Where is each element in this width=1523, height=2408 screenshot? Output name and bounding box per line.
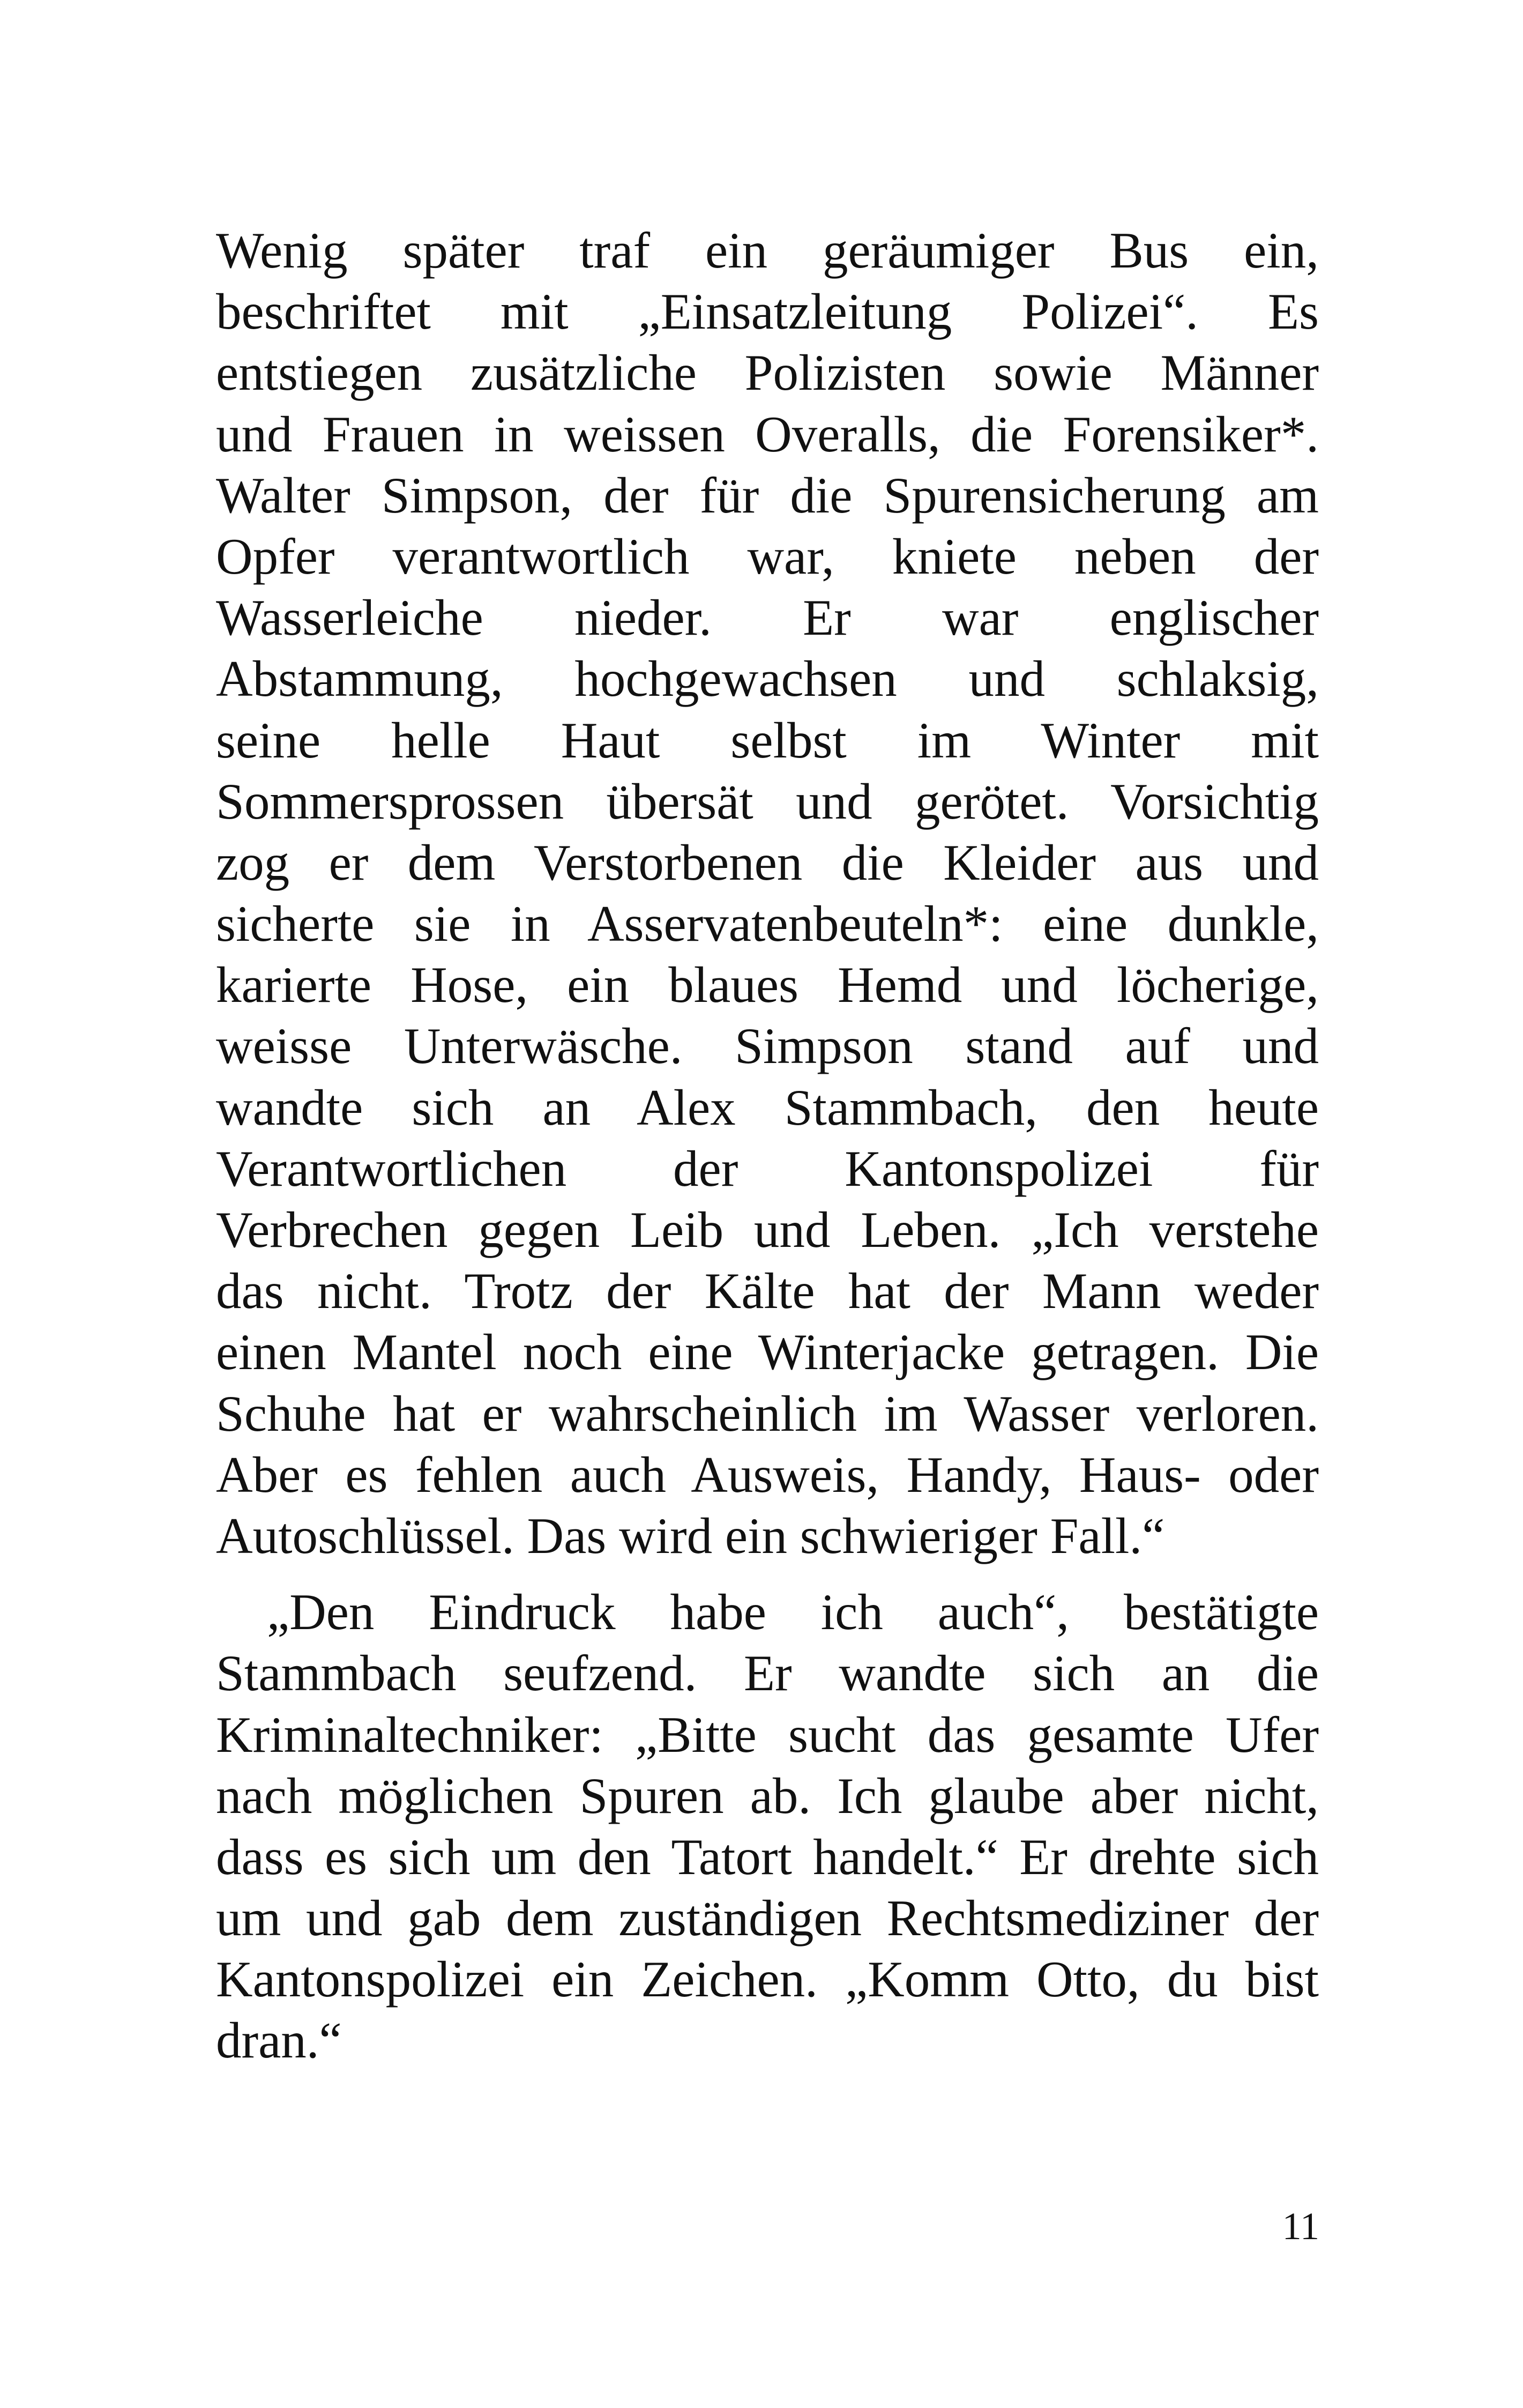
text-line: weisse Unterwäsche. Simpson stand auf und xyxy=(216,1017,1319,1075)
text-line: Wasserleiche nieder. Er war englischer xyxy=(216,589,1319,646)
text-line: dass es sich um den Tatort handelt.“ Er drehte sich xyxy=(216,1828,1319,1885)
text-line: Opfer verantwortlich war, kniete neben der xyxy=(216,527,1319,585)
text-line: Kriminaltechniker: „Bitte sucht das gesamte Ufer xyxy=(216,1706,1319,1763)
text-line: dran.“ xyxy=(216,2012,342,2069)
body-text xyxy=(216,220,1319,2071)
paragraph-gap xyxy=(216,1566,1319,1581)
text-line: Schuhe hat er wahrscheinlich im Wasser verloren. xyxy=(216,1385,1319,1442)
text-line: und Frauen in weissen Overalls, die Forensiker*. xyxy=(216,405,1319,463)
text-line: Sommersprossen übersät und gerötet. Vorsichtig xyxy=(216,772,1319,830)
text-line: „Den Eindruck habe ich auch“, bestätigte xyxy=(267,1584,1319,1641)
text-line: karierte Hose, ein blaues Hemd und löcherige, xyxy=(216,956,1319,1014)
text-line: Kantonspolizei ein Zeichen. „Komm Otto, du bist xyxy=(216,1951,1319,2008)
text-line: nach möglichen Spuren ab. Ich glaube aber nicht, xyxy=(216,1767,1319,1824)
text-line: Verbrechen gegen Leib und Leben. „Ich verstehe xyxy=(216,1201,1319,1258)
text-line: das nicht. Trotz der Kälte hat der Mann weder xyxy=(216,1262,1319,1320)
text-line: zog er dem Verstorbenen die Kleider aus und xyxy=(216,834,1319,891)
text-line: beschriftet mit „Einsatzleitung Polizei“. Es xyxy=(216,283,1319,340)
text-line: Abstammung, hochgewachsen und schlaksig, xyxy=(216,650,1319,708)
text-line: um und gab dem zuständigen Rechtsmediziner der xyxy=(216,1890,1319,1947)
text-line: Aber es fehlen auch Ausweis, Handy, Haus- oder xyxy=(216,1446,1319,1503)
text-line: sicherte sie in Asservatenbeuteln*: eine dunkle, xyxy=(216,895,1319,953)
text-line: Autoschlüssel. Das wird ein schwieriger Fall.“ xyxy=(216,1507,1165,1564)
text-line: einen Mantel noch eine Winterjacke getragen. Die xyxy=(216,1324,1319,1381)
text-line: wandte sich an Alex Stammbach, den heute xyxy=(216,1079,1319,1136)
text-line: Walter Simpson, der für die Spurensicherung am xyxy=(216,466,1319,524)
text-line: seine helle Haut selbst im Winter mit xyxy=(216,711,1319,769)
text-line: entstiegen zusätzliche Polizisten sowie Männer xyxy=(216,344,1319,402)
text-line: Stammbach seufzend. Er wandte sich an die xyxy=(216,1645,1319,1702)
text-line: Verantwortlichen der Kantonspolizei für xyxy=(216,1140,1319,1197)
page-number: 11 xyxy=(1282,2205,1319,2248)
text-line: Wenig später traf ein geräumiger Bus ein, xyxy=(216,222,1319,279)
